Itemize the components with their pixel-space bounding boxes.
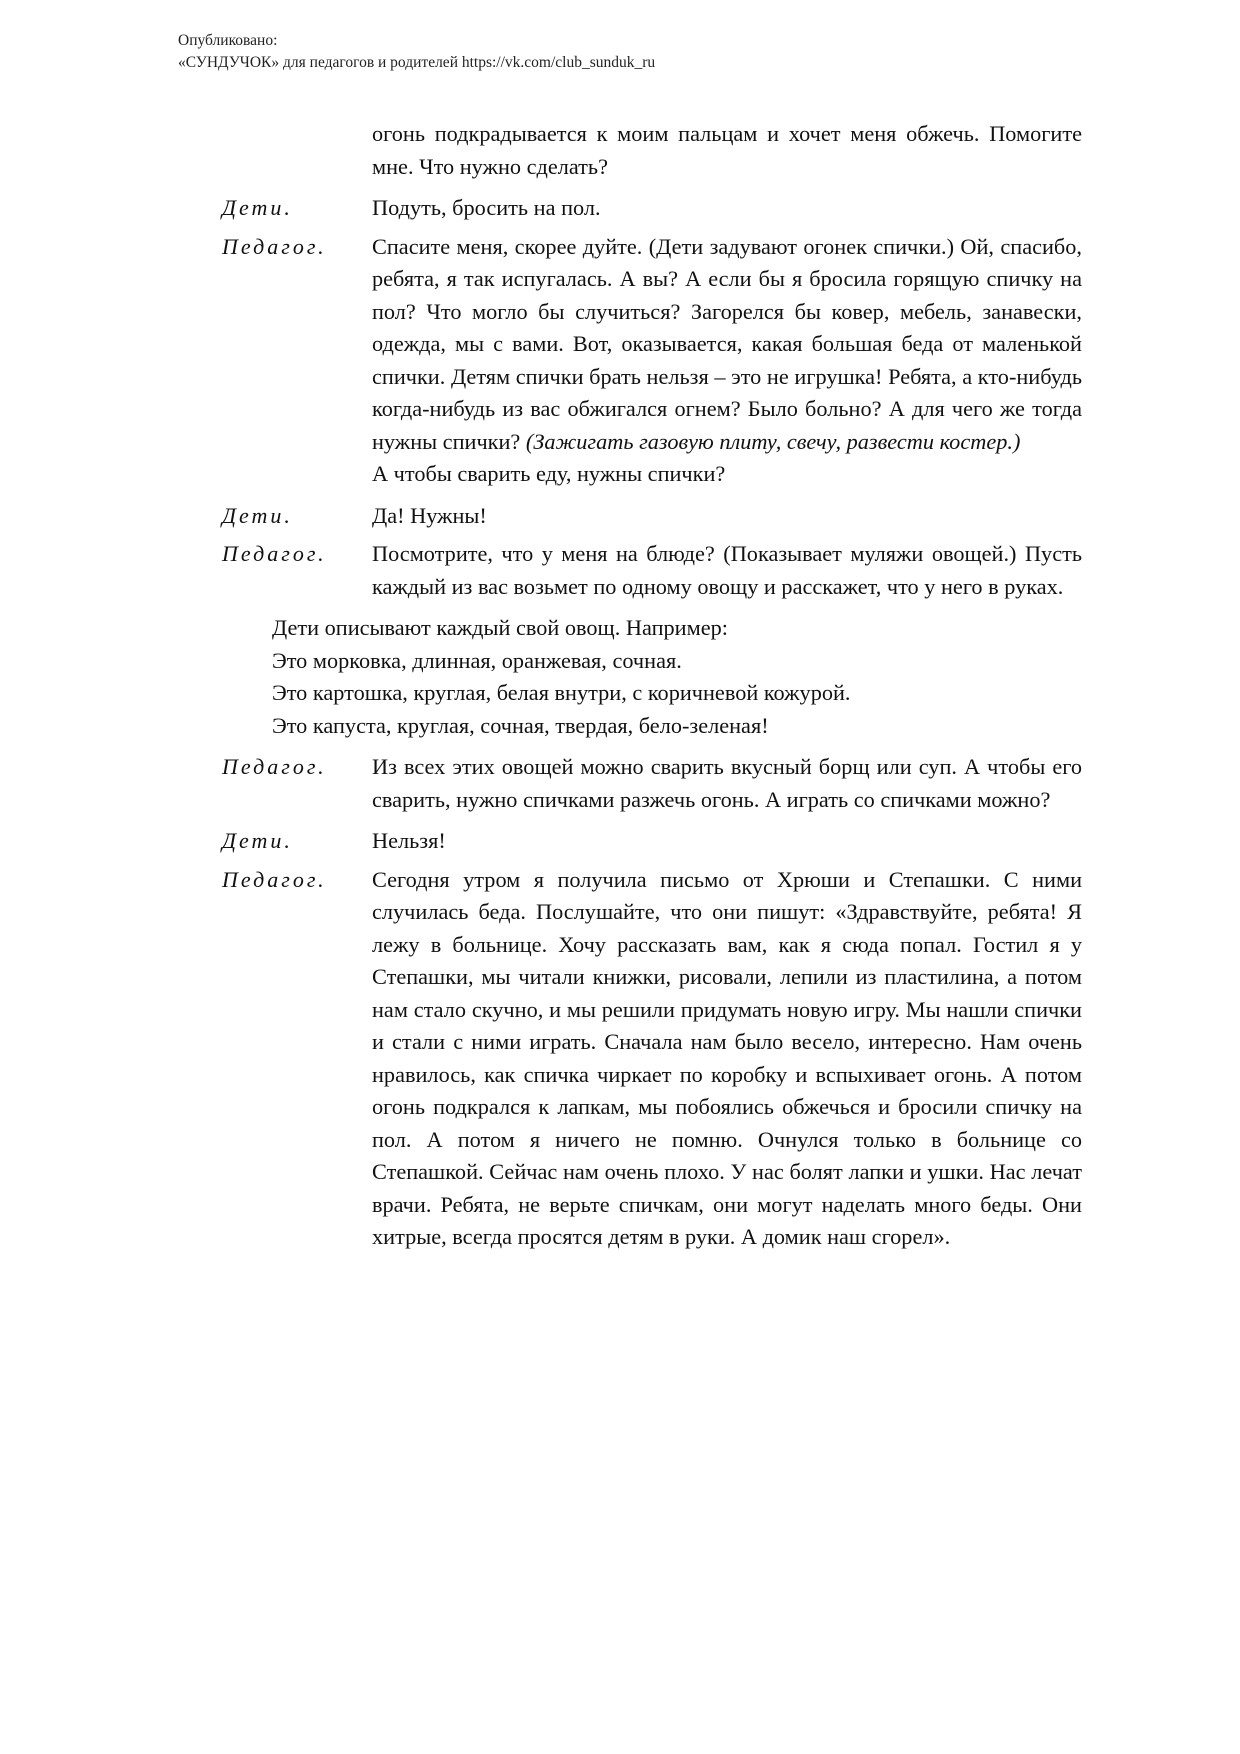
dialogue-block-3 xyxy=(222,500,1082,533)
dialogue-block-4 xyxy=(222,538,1082,603)
dialogue-text-followup: А чтобы сварить еду, нужны спички? xyxy=(372,461,726,486)
description-intro: Дети описывают каждый свой овощ. Например: xyxy=(272,615,728,640)
header-published-label: Опубликовано: xyxy=(178,32,278,49)
stage-direction: (Зажигать газовую плиту, свечу, развести костер.) xyxy=(525,428,1021,454)
dialogue-text: Подуть, бросить на пол. xyxy=(372,195,601,220)
speaker-label: Педагог. xyxy=(222,754,327,779)
speaker-label: Дети. xyxy=(222,502,293,528)
script-body xyxy=(222,118,1082,1254)
intro-block xyxy=(222,118,1082,183)
speaker-label: Педагог. xyxy=(222,541,327,566)
dialogue-text xyxy=(372,231,1082,491)
description-line: Это картошка, круглая, белая внутри, с коричневой кожурой. xyxy=(272,680,851,705)
header-source-line: «СУНДУЧОК» для педагогов и родителей https://vk.com/club_sunduk_ru xyxy=(178,54,656,71)
dialogue-block-7 xyxy=(222,864,1082,1254)
dialogue-text-main: Спасите меня, скорее дуйте. (Дети задувают огонек спички.) Ой, спасибо, ребята, я так испугалась. А вы? А если бы я бросила горящую спичку на пол? Что могло бы случиться? Загорелся бы ковер, мебель, занавески, одежда, мы с вами. Вот, оказывается, какая большая беда от маленькой спички. Детям спички брать нельзя – это не игрушка! Ребята, а кто-нибудь когда-нибудь из вас обжигался огнем? Было больно? А для чего же тогда нужны спички? xyxy=(372,233,1082,454)
speaker-label: Дети. xyxy=(222,828,293,853)
dialogue-block-6 xyxy=(222,825,1082,858)
description-line: Это морковка, длинная, оранжевая, сочная. xyxy=(272,647,682,673)
vegetable-descriptions xyxy=(272,612,1082,742)
speaker-label: Педагог. xyxy=(222,866,327,892)
letter-text: Сегодня утром я получила письмо от Хрюши и Степашки. С ними случилась беда. Послушайте, что они пишут: «Здравствуйте, ребята! Я лежу в больнице. Хочу рассказать вам, как я сюда попал. Гостил я у Степашки, мы читали книжки, рисовали, лепили из пластилина, а потом нам стало скучно, и мы решили придумать новую игру. Мы нашли спички и стали с ними играть. Сначала нам было весело, интересно. Нам очень нравилось, как спичка чиркает по коробку и вспыхивает огонь. А потом огонь подкрался к лапкам, мы побоялись обжечься и бросили спичку на пол. А потом я ничего не помню. Очнулся только в больнице со Степашкой. Сейчас нам очень плохо. У нас болят лапки и ушки. Нас лечат врачи. Ребята, не верьте спичкам, они могут наделать много беды. Они хитрые, всегда просятся детям в руки. А домик наш сгорел». xyxy=(372,866,1082,1249)
speaker-label: Педагог. xyxy=(222,233,327,259)
publication-header xyxy=(178,30,655,74)
intro-text: огонь подкрадывается к моим пальцам и хочет меня обжечь. Помогите мне. Что нужно сделать? xyxy=(372,121,1082,179)
dialogue-text: Из всех этих овощей можно сварить вкусный борщ или суп. А чтобы его сварить, нужно спичками разжечь огонь. А играть со спичками можно? xyxy=(372,754,1082,812)
description-line: Это капуста, круглая, сочная, твердая, бело-зеленая! xyxy=(272,712,769,738)
dialogue-text: Да! Нужны! xyxy=(372,502,487,528)
dialogue-block-5 xyxy=(222,751,1082,816)
dialogue-text: Посмотрите, что у меня на блюде? (Показывает муляжи овощей.) Пусть каждый из вас возьмет по одному овощу и расскажет, что у него в руках. xyxy=(372,541,1082,599)
dialogue-text: Нельзя! xyxy=(372,828,446,853)
dialogue-block-1 xyxy=(222,192,1082,225)
dialogue-block-2 xyxy=(222,231,1082,491)
speaker-label: Дети. xyxy=(222,195,293,220)
